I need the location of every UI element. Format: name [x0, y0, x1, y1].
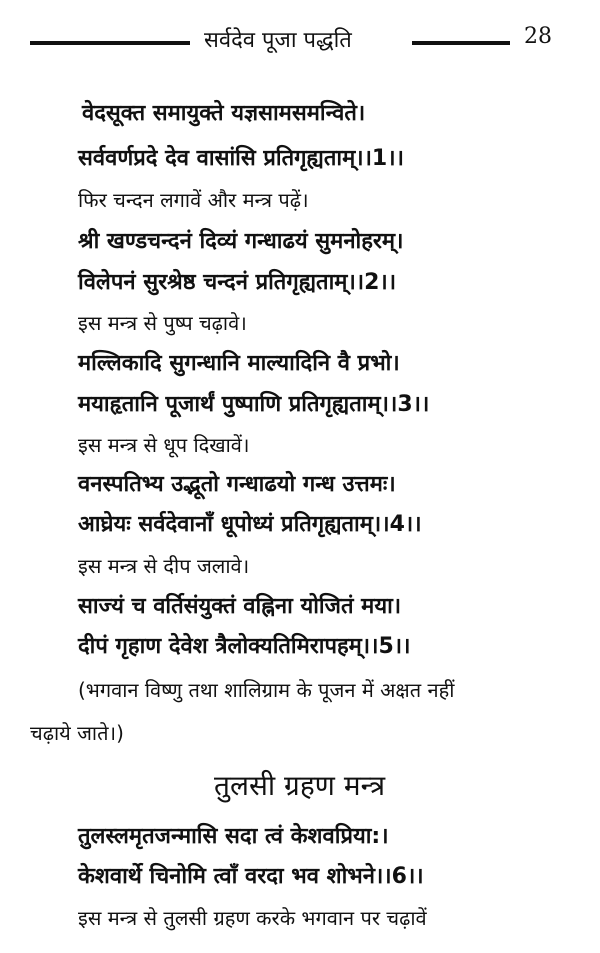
page-header — [0, 22, 600, 62]
instruction-line: इस मन्त्र से दीप जलावे। — [78, 554, 250, 578]
instruction-line: इस मन्त्र से तुलसी ग्रहण करके भगवान पर चढ़ावें — [78, 906, 427, 930]
instruction-line: इस मन्त्र से धूप दिखावें। — [78, 433, 250, 457]
verse-line: तुलस्लमृतजन्मासि सदा त्वं केशवप्रिया:। — [78, 824, 389, 849]
note-line: चढ़ाये जाते।) — [30, 721, 124, 745]
instruction-line: फिर चन्दन लगावें और मन्त्र पढ़ें। — [78, 188, 309, 212]
verse-line: केशवार्थे चिनोमि त्वाँ वरदा भव शोभने।।6।। — [78, 864, 424, 889]
verse-line: आघ्रेयः सर्वदेवानाँ धूपोध्यं प्रतिगृह्यताम्।।4।। — [78, 512, 422, 537]
verse-line: साज्यं च वर्तिसंयुक्तं वह्निना योजितं मया। — [78, 594, 402, 619]
verse-line: मल्लिकादि सुगन्धानि माल्यादिनि वै प्रभो। — [78, 351, 400, 376]
verse-line: सर्ववर्णप्रदे देव वासांसि प्रतिगृह्यताम्।।1।। — [78, 146, 404, 171]
header-rule-right — [412, 41, 510, 45]
verse-line: मयाहृतानि पूजार्थं पुष्पाणि प्रतिगृह्यताम्।।3।। — [78, 392, 430, 417]
verse-line: वेदसूक्त समायुक्ते यज्ञसामसमन्विते। — [82, 101, 366, 126]
verse-line: वनस्पतिभ्य उद्भूतो गन्धाढयो गन्ध उत्तमः। — [78, 472, 396, 497]
header-rule-left — [30, 41, 190, 45]
header-title: सर्वदेव पूजा पद्धति — [204, 28, 352, 53]
instruction-line: इस मन्त्र से पुष्प चढ़ावे। — [78, 311, 247, 335]
verse-line: विलेपनं सुरश्रेष्ठ चन्दनं प्रतिगृह्यताम्।।2।। — [78, 270, 397, 295]
note-line: (भगवान विष्णु तथा शालिग्राम के पूजन में अक्षत नहीं — [78, 678, 455, 702]
verse-line: श्री खण्डचन्दनं दिव्यं गन्धाढयं सुमनोहरम्। — [78, 229, 404, 254]
section-heading: तुलसी ग्रहण मन्त्र — [214, 769, 386, 802]
page-number: 28 — [524, 24, 552, 49]
verse-line: दीपं गृहाण देवेश त्रैलोक्यतिमिरापहम्।।5।। — [78, 634, 411, 659]
